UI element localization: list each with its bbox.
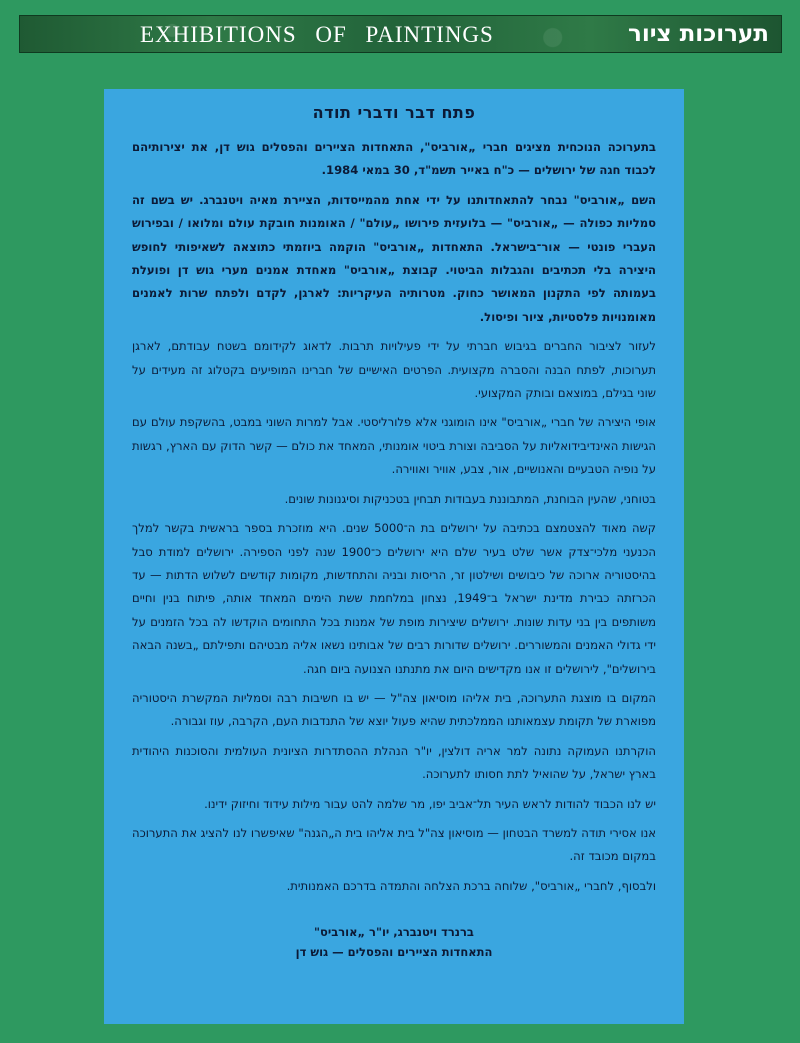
header-banner <box>19 15 782 53</box>
banner-title-hebrew: תערוכות ציור <box>628 21 769 47</box>
paragraph: בתערוכה הנוכחית מציגים חברי „אורביס", התאחדות הציירים והפסלים גוש דן, את יצירותיהם לכבוד חגה של ירושלים — כ"ח באייר תשמ"ד, 30 במאי 1984. <box>132 140 656 178</box>
paragraph: לעזור לציבור החברים בגיבוש חברתי על ידי פעילויות תרבות. לדאוג לקידומם בשטח עבודתם, לארגן תערוכות, לפתח הבנה והסברה מקצועית. הפרטים האישיים של חברינו המופיעים בקטלוג זה מעידים על שוני בגילם, במוצאם ובותק המקצועי. <box>132 339 656 401</box>
paragraph: ולבסוף, לחברי „אורביס", שלוחה ברכת הצלחה והתמדה בדרכם האמנותית. <box>286 878 656 893</box>
paragraph: המקום בו מוצגת התערוכה, בית אליהו מוסיאון צה"ל — יש בו חשיבות רבה וסמליות המקשרת היסטוריה מפוארת של תקומת עצמאותנו הממלכתית שהיא פעול יוצא של התנדבות העם, הקרבה, עוז וגבורה. <box>132 690 656 729</box>
banner-title-english: EXHIBITIONS OF PAINTINGS <box>140 22 494 47</box>
paragraph: אופי היצירה של חברי „אורביס" אינו הומוגני אלא פלורליסטי. אבל למרות השוני במבט, בהשקפת עולם עם הגישות האינדיבידואליות על הסביבה וצורת ביטוי אומנותי, המאחד את כולם — קשר הדוק עם הארץ, רגשות על נופיה הטבעיים והאנושיים, אור, צבע, אוויר ואווירה. <box>132 415 656 477</box>
paragraph: השם „אורביס" נבחר להתאחדותנו על ידי אחת מהמייסדות, הציירת מאיה ויטנברג. יש בשם זה סמליות כפולה — „אורביס" — בלועזית פירושו „עולם" / האומנות חובקת עולם ומלואו / ובפירוש העברי פונטי — אור־בישראל. התאחדות „אורביס" הוקמה ביוזמתי כתוצאה לשאיפותי לחופש היצירה בלי תכתיבים והגבלות הביטוי. קבוצת „אורביס" מאחדת אמנים מערי גוש דן ופועלת בעמותה לפי התקנון המאושר כחוק. מטרותיה העיקריות: לארגן, לקדם ולפתח שרות לאמנים מאומנויות פלסטיות, ציור ופיסול. <box>132 192 656 324</box>
paragraph: בטוחני, שהעין הבוחנת, המתבוננת בעבודות תבחין בטכניקות וסיגנונות שונים. <box>284 491 656 506</box>
signature-block <box>132 922 656 962</box>
document-title: פתח דבר ודברי תודה <box>312 103 476 122</box>
document-page <box>104 89 684 1024</box>
paragraph: אנו אסירי תודה למשרד הבטחון — מוסיאון צה"ל בית אליהו בית ה„הגנה" שאיפשרו לנו להציג את התערוכה במקום מכובד זה. <box>132 825 656 864</box>
paragraph: קשה מאוד להצטמצם בכתיבה על ירושלים בת ה־5000 שנים. היא מוזכרת בספר בראשית בקשר למלך הכנעני מלכי־צדק אשר שלט בעיר שלם היא ירושלים כ־1900 שנה לפני הספירה. ירושלים למודת סבל בהיסטוריה ארוכה של כיבושים ושילטון זר, הריסות ובניה והתחדשות, מקומות קודשים לשלוש הדתות — עד הכרזתה כבירת מדינת ישראל ב־1949, נצחון במלחמת ששת הימים המאחד אותה, פיתוח בנין וחיים משותפים בין בני עדות שונות. ירושלים שיצירות מופת של אמנות בכל התחומים הוקדשו לה בכל הזמנים על ידי גדולי האמנים והמשוררים. ירושלים שדורות רבים של אבותינו נשאו אליה מבטיהם ותפילתם „בשנה הבאה בירושלים", לירושלים זו אנו מקדישים היום את מתנתנו הצנועה ביום חגה. <box>132 521 656 676</box>
signature-name: ברנרד ויטנברג, יו"ר „אורביס" <box>314 925 474 940</box>
paragraph: הוקרתנו העמוקה נתונה למר אריה דולצין, יו"ר הנהלת ההסתדרות הציונית העולמית והסוכנות היהודית בארץ ישראל, על שהואיל לתת חסותו לתערוכה. <box>132 743 656 782</box>
paragraph: יש לנו הכבוד להודות לראש העיר תל־אביב יפו, מר שלמה להט עבור מילות עידוד וחיזוק ידינו. <box>204 796 656 811</box>
signature-organization: התאחדות הציירים והפסלים — גוש דן <box>295 945 493 960</box>
